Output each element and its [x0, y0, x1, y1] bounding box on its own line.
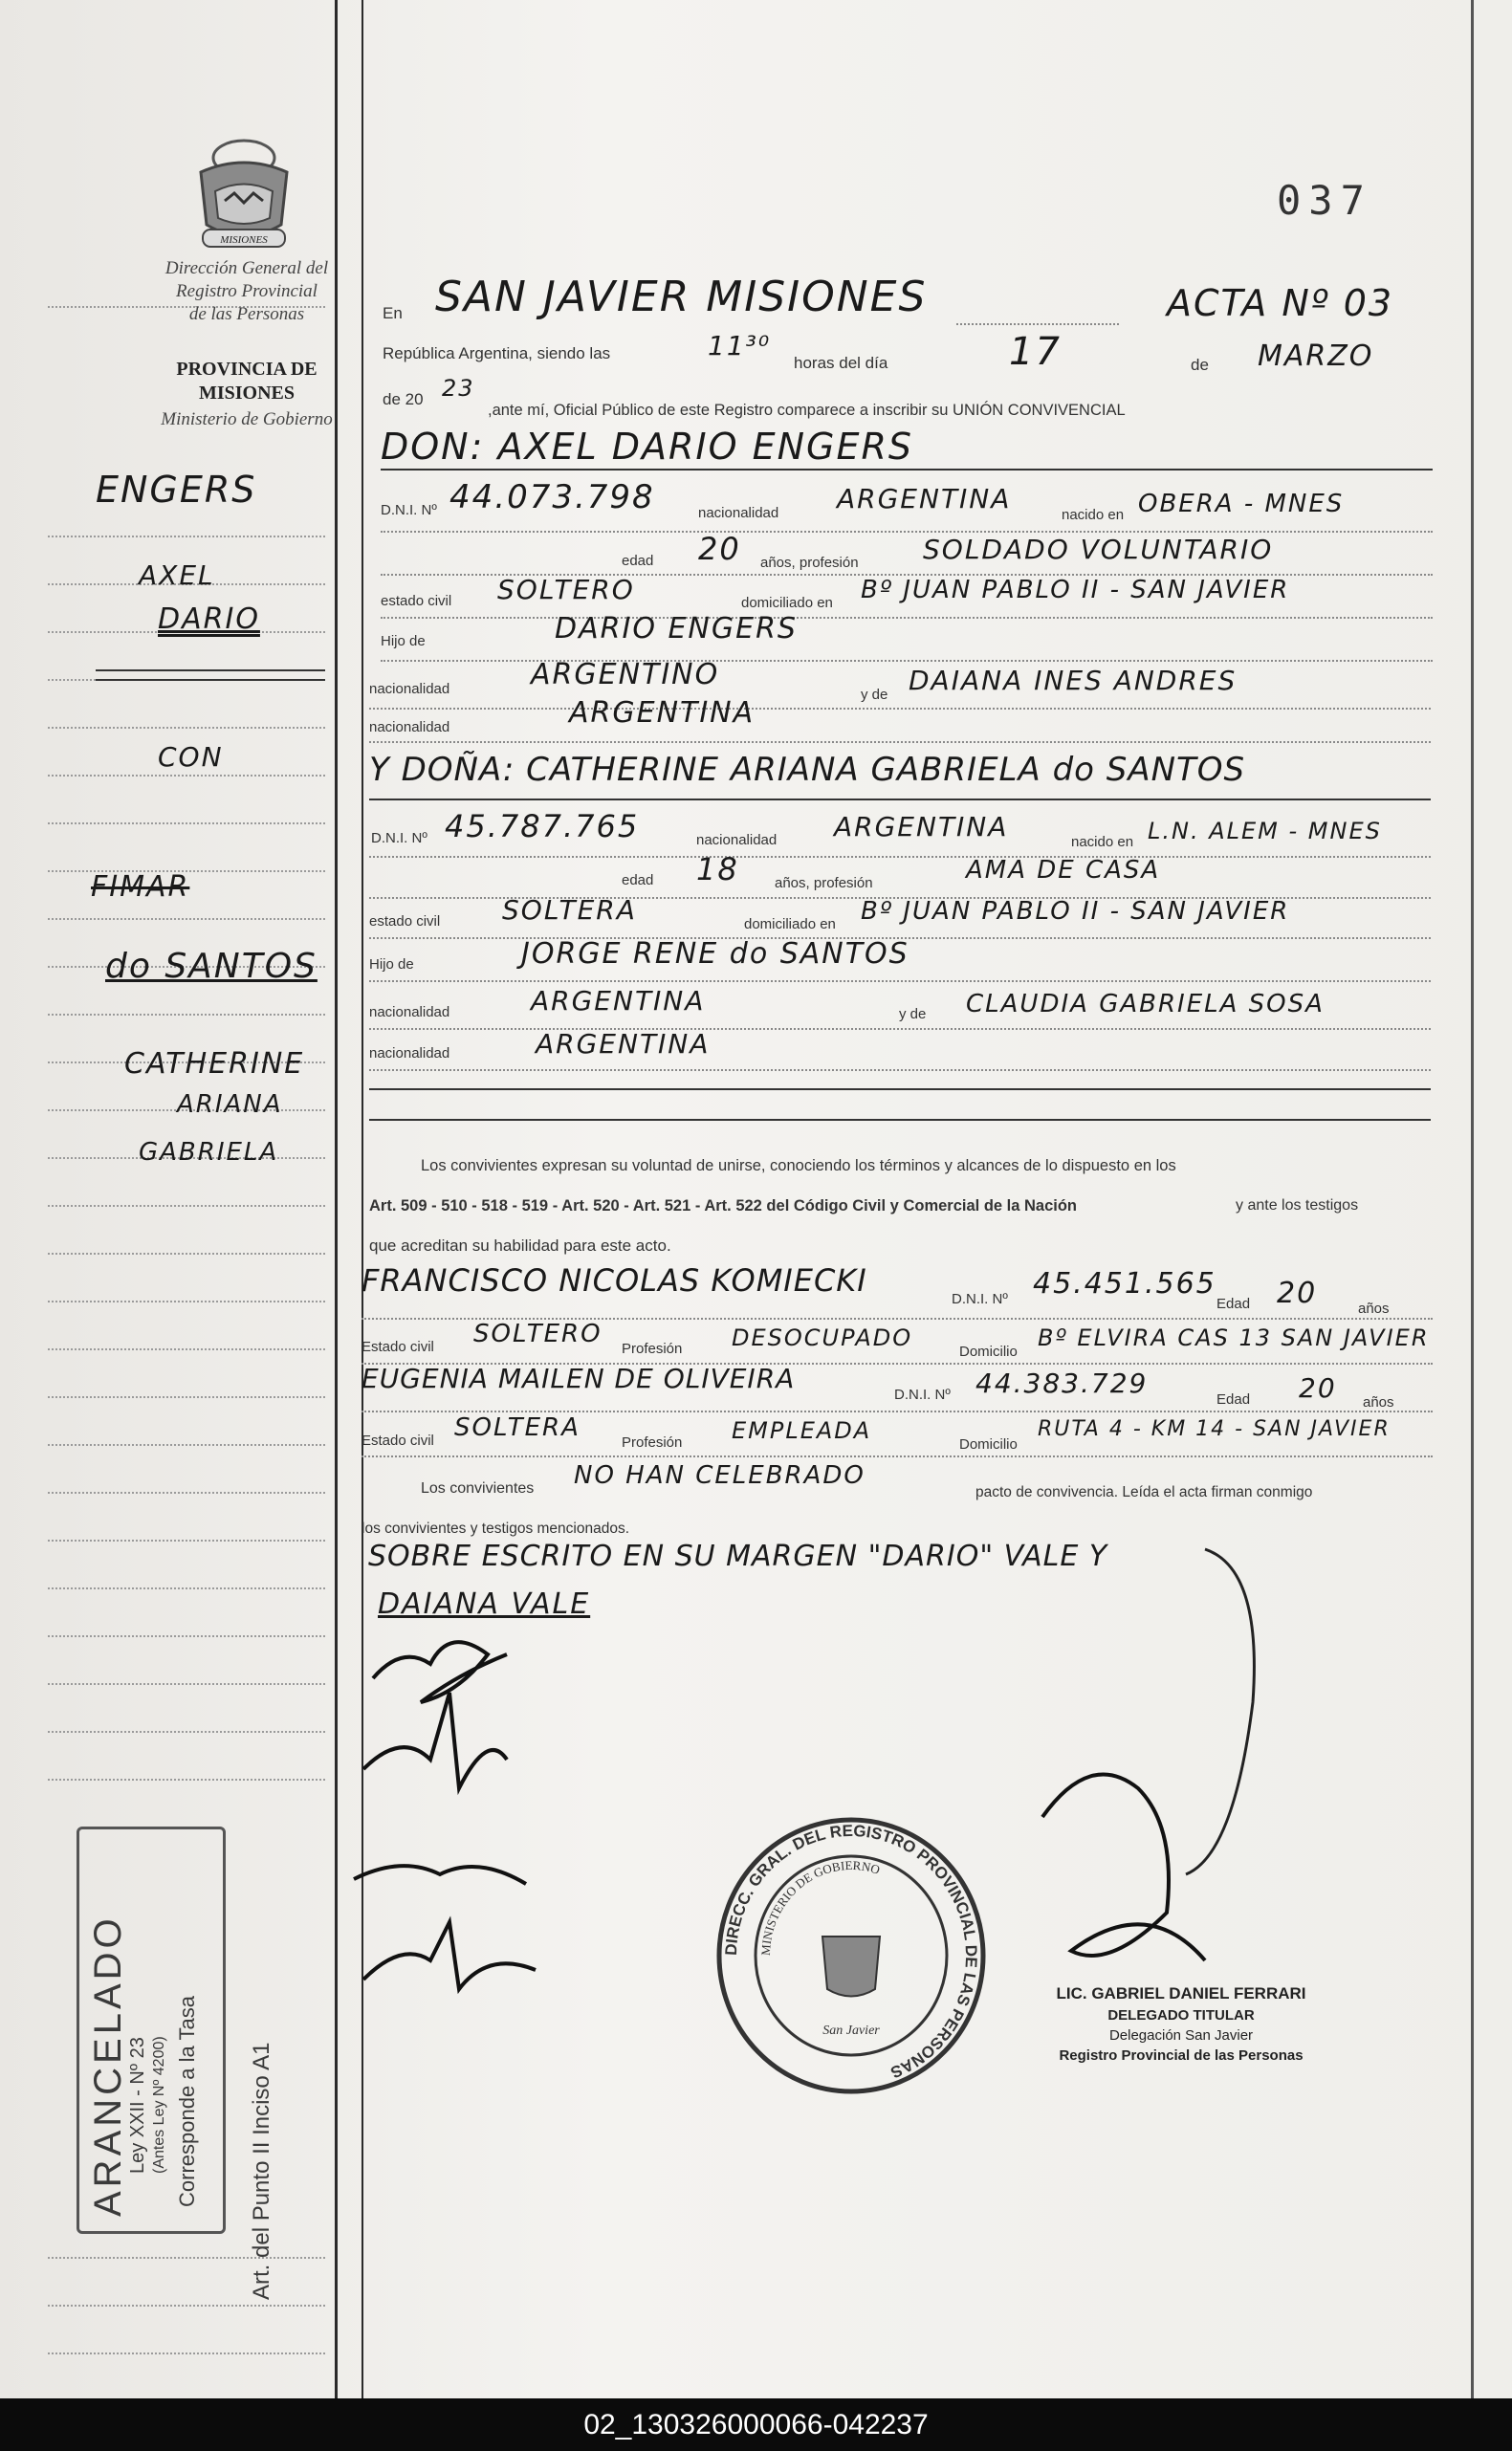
margin-name-5: GABRIELA: [139, 1138, 279, 1167]
y-de-label: y de: [861, 687, 888, 703]
witness2-domicilio: RUTA 4 - KM 14 - SAN JAVIER: [1038, 1417, 1391, 1441]
p2-dni: 45.787.765: [445, 808, 640, 844]
witness1-profesion: DESOCUPADO: [732, 1324, 913, 1351]
margin-line: [48, 1301, 325, 1302]
year-value: 23: [442, 375, 475, 402]
witness2-profesion: EMPLEADA: [732, 1417, 872, 1444]
margin-line: [48, 1205, 325, 1207]
republica-label: República Argentina, siendo las: [383, 344, 611, 362]
p1-padre: DARIO ENGERS: [555, 612, 798, 646]
nacionalidad-label: nacionalidad: [698, 505, 779, 521]
witness2-estado: SOLTERA: [454, 1413, 581, 1442]
province-label-2: MISIONES: [198, 383, 296, 404]
p2-profesion: AMA DE CASA: [966, 856, 1161, 885]
margin-line: [48, 2353, 325, 2354]
arancelado-antes: (Antes Ley Nº 4200): [151, 2036, 167, 2174]
estado-civil-label: estado civil: [381, 593, 452, 609]
margin-line: [48, 1014, 325, 1016]
svg-text:DIRECC. GRAL. DEL REGISTRO PRO: DIRECC. GRAL. DEL REGISTRO PROVINCIAL DE LAS PERSONAS: [721, 1821, 981, 2082]
p2-edad: 18: [696, 851, 739, 887]
margin-line: [48, 1683, 325, 1685]
witness2-name: EUGENIA MAILEN DE OLIVEIRA: [362, 1363, 796, 1394]
nacionalidad-label: nacionalidad: [369, 719, 450, 735]
nacionalidad-label: nacionalidad: [369, 1045, 450, 1061]
nacido-label: nacido en: [1062, 507, 1125, 523]
witness1-name: FRANCISCO NICOLAS KOMIECKI: [362, 1262, 867, 1299]
margin-line: [48, 1444, 325, 1446]
arancelado-title: ARANCELADO: [87, 1915, 129, 2217]
p1-dni: 44.073.798: [449, 478, 655, 516]
header-line-3: de las Personas: [188, 304, 305, 324]
p1-domicilio: Bº JUAN PABLO II - SAN JAVIER: [861, 576, 1290, 604]
w-estado-label: Estado civil: [362, 1433, 434, 1449]
place-value: SAN JAVIER MISIONES: [435, 273, 928, 321]
w-edad-label: Edad: [1216, 1296, 1251, 1312]
margin-line: [48, 918, 325, 920]
edad-label: edad: [622, 872, 654, 888]
nacido-label: nacido en: [1071, 834, 1134, 850]
official-seal-icon: [712, 1812, 990, 2099]
witness2-edad: 20: [1299, 1372, 1337, 1404]
misiones-coat-of-arms-icon: [182, 134, 306, 253]
official-title: DELEGADO TITULAR: [1107, 2007, 1255, 2024]
y-de-label: y de: [899, 1006, 927, 1022]
margin-name-3: CATHERINE: [124, 1047, 305, 1081]
page-number: 037: [1277, 177, 1372, 224]
arancelado-corresponde: Corresponde a la Tasa: [175, 1996, 199, 2207]
p2-padre: JORGE RENE do SANTOS: [521, 937, 909, 971]
w-anos-label: años: [1363, 1394, 1394, 1411]
header-line-1: Dirección General del: [164, 258, 329, 278]
margin-name-4: ARIANA: [177, 1090, 283, 1119]
p2-madre: CLAUDIA GABRIELA SOSA: [966, 990, 1325, 1018]
margin-line: [48, 1253, 325, 1255]
pacto-value: NO HAN CELEBRADO: [574, 1461, 866, 1490]
p2-nacionalidad: ARGENTINA: [834, 811, 1009, 843]
dotline: [369, 741, 1431, 743]
margin-line: [48, 536, 325, 537]
p1-nacido: OBERA - MNES: [1138, 490, 1345, 518]
en-label: En: [383, 304, 403, 322]
w-edad-label: Edad: [1216, 1391, 1251, 1408]
witness2-dni: 44.383.729: [975, 1368, 1149, 1399]
ante-label: ,ante mí, Oficial Público de este Registro comparece a inscribir su UNIÓN CONVIVENCIAL: [488, 402, 1126, 419]
anos-profesion-label: años, profesión: [760, 555, 859, 571]
dni-label: D.N.I. Nº: [371, 830, 427, 846]
acta-number: ACTA Nº 03: [1167, 282, 1394, 324]
w-dni-label: D.N.I. Nº: [952, 1291, 1008, 1307]
margin-note-1: SOBRE ESCRITO EN SU MARGEN "DARIO" VALE Y: [368, 1540, 1108, 1573]
de20-label: de 20: [383, 390, 424, 408]
body-line-1: Los convivientes expresan su voluntad de unirse, conociendo los términos y alcances de lo dispuesto en los: [421, 1157, 1176, 1174]
witness1-estado: SOLTERO: [473, 1320, 603, 1348]
svg-text:MINISTERIO DE GOBIERNO: MINISTERIO DE GOBIERNO: [757, 1857, 882, 1957]
margin-name-1: AXEL: [139, 559, 215, 591]
nacionalidad-label: nacionalidad: [369, 1004, 450, 1020]
margin-line: [48, 2305, 325, 2307]
p2-estado: SOLTERA: [502, 894, 637, 926]
de-label: de: [1191, 356, 1209, 374]
p2-nac-madre: ARGENTINA: [536, 1028, 711, 1060]
domiciliado-label: domiciliado en: [744, 916, 836, 932]
margin-name-2: DARIO: [158, 602, 260, 636]
scan-footer-id: 02_130326000066-042237: [0, 2398, 1512, 2451]
p1-profesion: SOLDADO VOLUNTARIO: [923, 534, 1274, 565]
hijo-de-label: Hijo de: [381, 633, 426, 649]
province-label-1: PROVINCIA DE: [176, 359, 318, 380]
p2-nacido: L.N. ALEM - MNES: [1148, 818, 1382, 844]
right-page-edge: [1471, 0, 1474, 2398]
ministry-label: Ministerio de Gobierno: [161, 409, 333, 429]
svg-text:San Javier: San Javier: [822, 2024, 880, 2038]
p1-nac-padre: ARGENTINO: [531, 658, 720, 691]
margin-line: [48, 1587, 325, 1589]
margin-surname: ENGERS: [96, 469, 257, 511]
official-registry: Registro Provincial de las Personas: [1059, 2047, 1304, 2064]
w-domicilio-label: Domicilio: [959, 1436, 1018, 1453]
dotline: [369, 856, 1431, 858]
svg-text:MISIONES: MISIONES: [220, 234, 268, 246]
rule: [369, 1119, 1431, 1121]
margin-line: [48, 1731, 325, 1733]
horas-label: horas del día: [794, 354, 888, 372]
pacto-label: pacto de convivencia. Leída el acta firman conmigo: [975, 1484, 1313, 1500]
edad-label: edad: [622, 553, 654, 569]
p1-madre: DAIANA INES ANDRES: [909, 665, 1238, 696]
p2-nac-padre: ARGENTINA: [531, 985, 706, 1017]
body-line-2: Art. 509 - 510 - 518 - 519 - Art. 520 - Art. 521 - Art. 522 del Código Civil y Comercial de la Nación: [369, 1197, 1078, 1215]
p2-domicilio: Bº JUAN PABLO II - SAN JAVIER: [861, 897, 1290, 926]
convivientes-label: Los convivientes: [421, 1480, 535, 1497]
w-estado-label: Estado civil: [362, 1339, 434, 1355]
w-anos-label: años: [1358, 1301, 1390, 1317]
witness1-dni: 45.451.565: [1033, 1267, 1216, 1301]
day-value: 17: [1009, 330, 1062, 374]
margin-line: [48, 1396, 325, 1398]
arancelado-stamp: [77, 1827, 226, 2234]
time-value: 11³⁰: [708, 330, 772, 361]
official-signature-block: [1028, 1984, 1334, 2064]
estado-civil-label: estado civil: [369, 913, 441, 930]
margin-struck-word: FIMAR: [91, 870, 190, 904]
witness1-edad: 20: [1277, 1277, 1318, 1310]
official-name: LIC. GABRIEL DANIEL FERRARI: [1056, 1984, 1306, 2002]
dotline: [381, 531, 1433, 533]
margin-line: [48, 775, 325, 777]
margin-line: [48, 1635, 325, 1637]
witness1-domicilio: Bº ELVIRA CAS 13 SAN JAVIER: [1038, 1324, 1430, 1351]
rule: [369, 1088, 1431, 1090]
margin-note-2: DAIANA VALE: [378, 1587, 591, 1621]
margin-con: CON: [158, 741, 224, 773]
arancelado-ley: Ley XXII - Nº 23: [127, 2037, 148, 2174]
closing-line-2: los convivientes y testigos mencionados.: [362, 1521, 630, 1537]
anos-profesion-label: años, profesión: [775, 875, 873, 891]
dona-value: Y DOÑA: CATHERINE ARIANA GABRIELA do SANTOS: [369, 751, 1246, 789]
margin-line: [48, 1540, 325, 1542]
margin-rule: [96, 669, 325, 671]
dotline: [369, 1069, 1431, 1071]
domiciliado-label: domiciliado en: [741, 595, 833, 611]
hijo-de-label: Hijo de: [369, 956, 414, 973]
margin-line: [48, 1779, 325, 1781]
p1-nacionalidad: ARGENTINA: [837, 483, 1012, 514]
don-value: DON: AXEL DARIO ENGERS: [381, 426, 914, 468]
month-value: MARZO: [1258, 339, 1374, 373]
p1-edad: 20: [698, 531, 741, 567]
official-office: Delegación San Javier: [1108, 2027, 1254, 2044]
dotline: [362, 1411, 1433, 1412]
rule: [381, 469, 1433, 471]
nacionalidad-label: nacionalidad: [696, 832, 778, 848]
p1-nac-madre: ARGENTINA: [569, 696, 756, 730]
body-line-3: que acreditan su habilidad para este acto.: [369, 1236, 671, 1255]
margin-surname-2: do SANTOS: [105, 947, 318, 986]
arancelado-art: Art. del Punto II Inciso A1: [249, 2042, 274, 2300]
dotline: [381, 617, 1433, 619]
margin-line: [48, 727, 325, 729]
nacionalidad-label: nacionalidad: [369, 681, 450, 697]
margin-line: [48, 822, 325, 824]
dotline: [369, 1028, 1431, 1030]
margin-line: [48, 1348, 325, 1350]
rule: [369, 799, 1431, 800]
margin-line: [48, 2257, 325, 2259]
dotline: [362, 1455, 1433, 1457]
margin-rule: [96, 679, 325, 681]
w-profesion-label: Profesión: [622, 1341, 683, 1357]
p1-estado: SOLTERO: [497, 574, 635, 605]
w-domicilio-label: Domicilio: [959, 1344, 1018, 1360]
header-line-2: Registro Provincial: [176, 281, 318, 301]
margin-line: [48, 1492, 325, 1494]
dotline: [369, 980, 1431, 982]
w-profesion-label: Profesión: [622, 1434, 683, 1451]
dotline: [369, 708, 1431, 710]
dni-label: D.N.I. Nº: [381, 502, 437, 518]
dotline: [956, 323, 1119, 325]
body-line-2b: y ante los testigos: [1236, 1197, 1359, 1214]
w-dni-label: D.N.I. Nº: [894, 1387, 951, 1403]
